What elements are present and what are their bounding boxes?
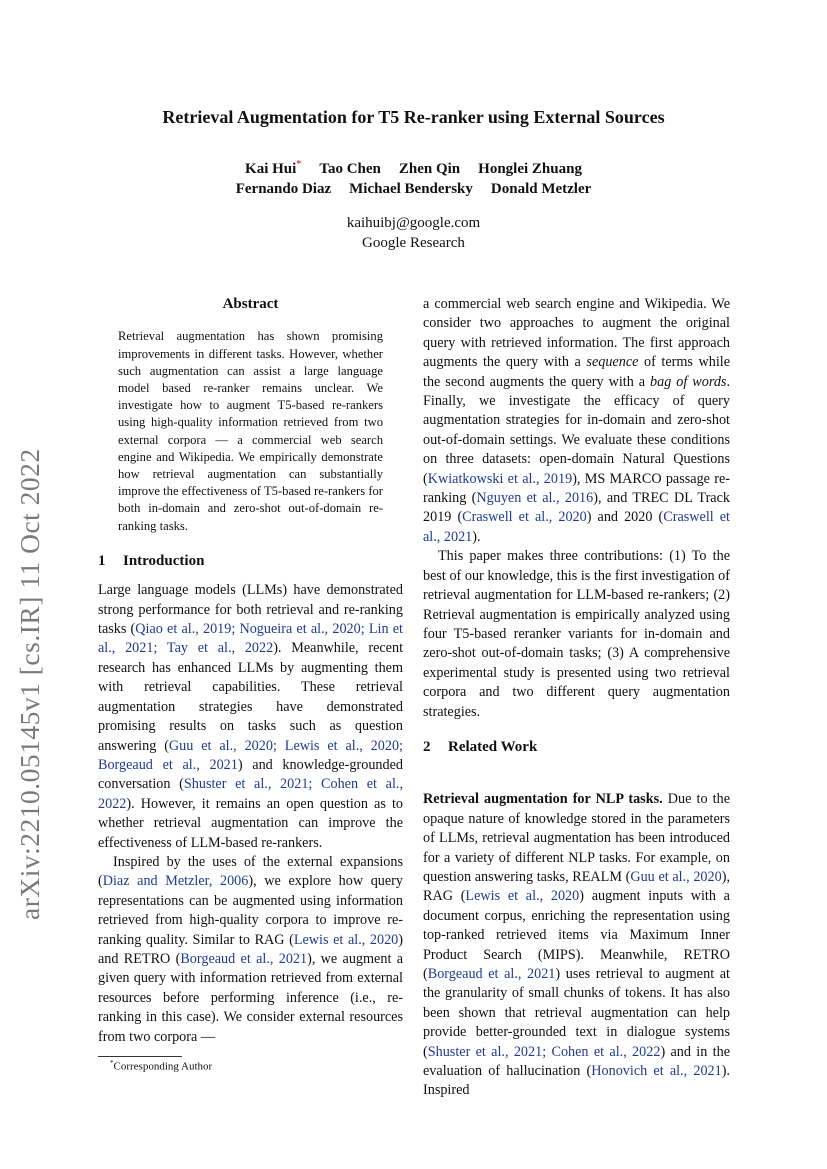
citation-link[interactable]: Guu et al., 2020; Lewis et al., 2020; Borgeaud et al., 2021 (98, 737, 403, 773)
paper-title: Retrieval Augmentation for T5 Re-ranker using External Sources (162, 107, 665, 127)
footnote-divider (98, 1056, 182, 1057)
abstract-text: Retrieval augmentation has shown promising improvements in different tasks. However, whether such augmentation can assist a large language model based re-ranker remains unclear. We investigate how to augment T5-based re-rankers using high-quality information retrieved from two external corpora — a commercial web search engine and Wikipedia. We empirically demonstrate how retrieval augmentation can substantially improve the effectiveness of T5-based re-rankers for both in-domain and zero-shot out-of-domain re-ranking tasks. (118, 329, 383, 533)
abstract-heading: Abstract (222, 296, 279, 312)
intro-paragraph-3: a commercial web search engine and Wikipedia. We consider two approaches to augment the original query with retrieved information. The first approach augments the query with a sequence of terms while the second augments the query with a bag of words. Finally, we investigate the efficacy of query augmentation strategies for in-domain and zero-shot out-of-domain settings. We evaluate these conditions on three datasets: open-domain Natural Questions (Kwiatkowski et al., 2019), MS MARCO passage re-ranking (Nguyen et al., 2016), and TREC DL Track 2019 (Craswell et al., 2020) and 2020 (Craswell et al., 2021). (423, 296, 731, 545)
abstract (118, 328, 383, 534)
intro-paragraph-1: Large language models (LLMs) have demonstrated strong performance for both retrieval and re-ranking tasks (Qiao et al., 2019; Nogueira et al., 2020; Lin et al., 2021; Tay et al., 2022). Meanwhile, recent research has enhanced LLMs by augmenting them with retrieval capabilities. These retrieval augmentation strategies have demonstrated promising results on tasks such as question answering (Guu et al., 2020; Lewis et al., 2020; Borgeaud et al., 2021) and knowledge-grounded conversation (Shuster et al., 2021; Cohen et al., 2022). However, it remains an open question as to whether retrieval augmentation can improve the effectiveness of LLM-based re-rankers. (98, 582, 404, 851)
citation-link[interactable]: Lewis et al., 2020 (293, 931, 399, 948)
footnote: *Corresponding Author (110, 1059, 213, 1073)
citation-link[interactable]: Shuster et al., 2021; Cohen et al., 2022 (98, 776, 403, 812)
citation-link[interactable]: Honovich et al., 2021 (591, 1063, 722, 1080)
citation-link[interactable]: Nguyen et al., 2016 (476, 490, 594, 507)
left-column (98, 295, 403, 1047)
author: Fernando Diaz (235, 181, 332, 197)
author-email: kaihuibj@google.com (346, 215, 481, 231)
author: Tao Chen (319, 161, 381, 177)
related-work-paragraph: Retrieval augmentation for NLP tasks. Due to the opaque nature of knowledge stored in the parameters of LLMs, retrieval augmentation has been introduced for a variety of different NLP tasks. For example, on question answering tasks, REALM (Guu et al., 2020), RAG (Lewis et al., 2020) augment inputs with a document corpus, enriching the representation using top-ranked retrieved items via Maximum Inner Product Search (MIPS). Meanwhile, RETRO (Borgeaud et al., 2021) uses retrieval to augment at the granularity of small chunks of tokens. It has also been shown that retrieval augmentation can help provide better-grounded text in dialogue systems (Shuster et al., 2021; Cohen et al., 2022) and in the evaluation of hallucination (Honovich et al., 2021). Inspired (423, 791, 731, 1099)
right-column (423, 295, 730, 1101)
affiliation: Google Research (362, 235, 465, 251)
citation-link[interactable]: Lewis et al., 2020 (465, 888, 580, 905)
citation-link[interactable]: Diaz and Metzler, 2006 (102, 873, 249, 890)
author-row-2 (0, 179, 827, 199)
corresponding-mark: * (296, 159, 302, 170)
intro-paragraph-2: Inspired by the uses of the external expansions (Diaz and Metzler, 2006), we explore how query representations can be augmented using information retrieved from high-quality corpora to improve re-ranking quality. Similar to RAG (Lewis et al., 2020) and RETRO (Borgeaud et al., 2021), we augment a given query with information retrieved from external resources before performing inference (i.e., re-ranking in this case). We consider external resources from two corpora — (98, 853, 404, 1045)
author-list (0, 155, 827, 199)
author: Zhen Qin (398, 161, 461, 177)
citation-link[interactable]: Borgeaud et al., 2021 (180, 950, 308, 967)
citation-link[interactable]: Borgeaud et al., 2021 (427, 966, 556, 982)
affiliation-block (0, 213, 827, 253)
author-row-1 (0, 155, 827, 179)
author: Donald Metzler (490, 181, 592, 197)
citation-link[interactable]: Kwiatkowski et al., 2019 (427, 470, 573, 487)
arxiv-identifier: arXiv:2210.05145v1 [cs.IR] 11 Oct 2022 (14, 448, 45, 920)
author: Honglei Zhuang (478, 161, 582, 177)
contributions-paragraph: This paper makes three contributions: (1) To the best of our knowledge, this is the first investigation of retrieval augmentation for LLM-based re-rankers; (2) Retrieval augmentation is empirically analyzed using four T5-based reranker variants for in-domain and zero-shot out-of-domain tasks; (3) A comprehensive experimental study is presented using two retrieval corpora and two different query augmentation strategies. (423, 548, 730, 720)
citation-link[interactable]: Shuster et al., 2021; Cohen et al., 2022 (427, 1043, 661, 1060)
section-heading-related-work: 2 Related Work (423, 738, 538, 755)
citation-link[interactable]: Qiao et al., 2019; Nogueira et al., 2020; Lin et al., 2021; Tay et al., 2022 (98, 621, 403, 657)
citation-link[interactable]: Guu et al., 2020 (630, 868, 722, 885)
citation-link[interactable]: Craswell et al., 2020 (462, 509, 587, 526)
citation-link[interactable]: Craswell et al., 2021 (423, 509, 731, 545)
paragraph-heading: Retrieval augmentation for NLP tasks. (423, 791, 663, 808)
section-heading-introduction: 1 Introduction (98, 552, 205, 569)
author: Kai Hui* (245, 159, 302, 177)
author: Michael Bendersky (349, 181, 473, 197)
